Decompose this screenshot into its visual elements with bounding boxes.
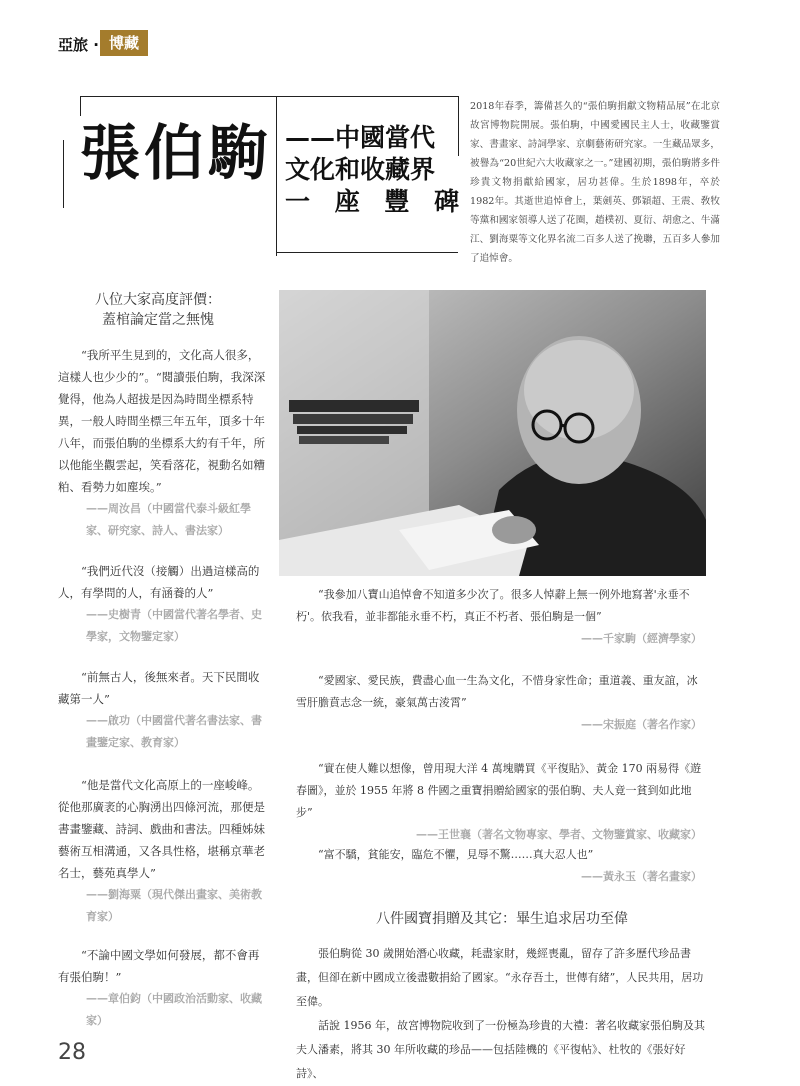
left-heading-line-2: 蓋棺論定當之無愧 — [102, 312, 214, 328]
title-frame-corner-line — [63, 140, 64, 208]
quote-text: “不論中國文學如何發展，都不會再有張伯駒！” — [58, 948, 260, 984]
portrait-photo — [279, 290, 706, 576]
quote-block — [58, 666, 268, 754]
quote-attribution: ——千家駒（經濟學家） — [581, 632, 702, 645]
quote-attribution: ——啟功（中國當代著名書法家、書畫鑒定家、教育家） — [86, 714, 262, 749]
subtitle-line-2: 文化和收藏界 — [285, 155, 436, 184]
quote-attribution: ——章伯鈞（中國政治活動家、收藏家） — [86, 992, 262, 1027]
subtitle-line-1: ——中國當代 — [285, 123, 436, 152]
quote-text: “前無古人，後無來者。天下民間收藏第一人” — [58, 670, 260, 706]
quote-attribution: ——周汝昌（中國當代泰斗級紅學家、研究家、詩人、書法家） — [86, 502, 251, 537]
left-section-heading — [58, 290, 258, 330]
quote-attribution: ——宋振庭（著名作家） — [581, 718, 702, 731]
quote-block — [58, 944, 268, 1032]
title-frame-top-line — [80, 96, 458, 97]
article-title: 張伯駒 — [80, 119, 272, 189]
subtitle-line-3: 一 座 豐 碑 — [285, 187, 468, 216]
quote-block — [58, 774, 268, 928]
section-heading: 八件國寶捐贈及其它：畢生追求居功至偉 — [376, 911, 628, 927]
quote-text: “愛國家、愛民族，費盡心血一生為文化，不惜身家性命；重道義、重友誼，冰雪肝膽賁志念一統，豪氣萬古淩霄” — [296, 674, 698, 709]
section-badge: 博藏 — [100, 30, 148, 56]
body-paragraph: 張伯駒從 30 歲開始潛心收藏，耗盡家財，幾經喪亂，留存了許多歷代珍品書畫，但卻在新中國成立後盡數捐給了國家。“永存吾土，世傳有緒”，人民共用，居功至偉。 — [296, 947, 704, 1008]
quote-block — [296, 584, 708, 650]
quote-text: “富不驕，貧能安，臨危不懼，見辱不驚……真大忍人也” — [318, 848, 594, 861]
quote-block — [58, 344, 268, 542]
quote-text: “我參加八寶山追悼會不知道多少次了。很多人悼辭上無一例外地寫著'永垂不朽'。依我看，並非都能永垂不朽，真正不朽者、張伯駒是一個” — [296, 588, 690, 623]
title-frame-right-line — [458, 96, 459, 156]
body-paragraph: 話說 1956 年，故宮博物院收到了一份極為珍貴的大禮：著名收藏家張伯駒及其夫人潘素，將其 30 年所收藏的珍品——包括陸機的《平復帖》、杜牧的《張好好詩》、 — [296, 1019, 705, 1080]
title-frame-divider — [276, 96, 277, 256]
left-heading-line-1: 八位大家高度評價： — [95, 292, 221, 308]
title-frame-left-line — [80, 96, 81, 116]
page-number: 28 — [58, 1040, 86, 1065]
quote-text: “我所平生見到的，文化高人很多，這樣人也少少的”。“閱讀張伯駒，我深深覺得，他為人超拔是因為時間坐標系特異，一般人時間坐標三年五年，頂多十年八年，而張伯駒的坐標系大約有千年，所以他能坐觀雲起，笑看落花，視動名如糟粕、看勢力如塵埃。” — [58, 348, 266, 494]
quote-attribution: ——史樹青（中國當代著名學者、史學家，文物鑒定家） — [86, 608, 262, 643]
quote-text: “實在使人難以想像，曾用現大洋 4 萬塊購買《平復貼》、黃金 170 兩易得《遊春圖》，並於 1955 年將 8 件國之重寶捐贈給國家的張伯駒、夫人竟一貧到如此地步” — [296, 762, 702, 819]
magazine-name: 亞旅 · — [58, 36, 99, 54]
quote-attribution: ——王世襄（著名文物專家、學者、文物鑒賞家、收藏家） — [416, 828, 702, 841]
title-frame-bottom-line — [276, 252, 458, 253]
quote-block — [296, 758, 708, 846]
quote-block — [58, 560, 268, 648]
quote-block — [296, 670, 708, 736]
intro-paragraph: 2018年春季，籌備甚久的“張伯駒捐獻文物精品展”在北京故宮博物院開展。張伯駒，中國愛國民主人士，收藏鑒賞家、書畫家、詩詞學家、京劇藝術研究家。一生藏品眾多，被譽為“20世紀六大收藏家之一。”建國初期，張伯駒將多件珍貴文物捐獻給國家，居功甚偉。生於1898年，卒於1982年。其逝世追悼會上，葉劍英、鄧穎超、王震、敎牧等黨和國家領導人送了花圈，趙樸初、夏衍、胡愈之、牛滿江、劉海粟等文化界名流二百多人送了挽聯，五百多人參加了追悼會。 — [470, 101, 720, 264]
body-text — [296, 942, 708, 1086]
quote-attribution: ——黃永玉（著名畫家） — [581, 870, 702, 883]
quote-text: “他是當代文化高原上的一座峻峰。從他那廣袤的心胸湧出四條河流，那便是書畫鑒藏、詩詞、戲曲和書法。四種姊妹藝術互相溝通，又各具性格，堪稱京華老名士，藝苑真學人” — [58, 778, 265, 880]
quote-block — [296, 844, 708, 888]
quote-attribution: ——劉海粟（現代傑出畫家、美術教育家） — [86, 888, 262, 923]
quote-text: “我們近代沒（接觸）出過這樣高的人，有學問的人，有涵養的人” — [58, 564, 260, 600]
article-subtitle — [285, 122, 468, 218]
